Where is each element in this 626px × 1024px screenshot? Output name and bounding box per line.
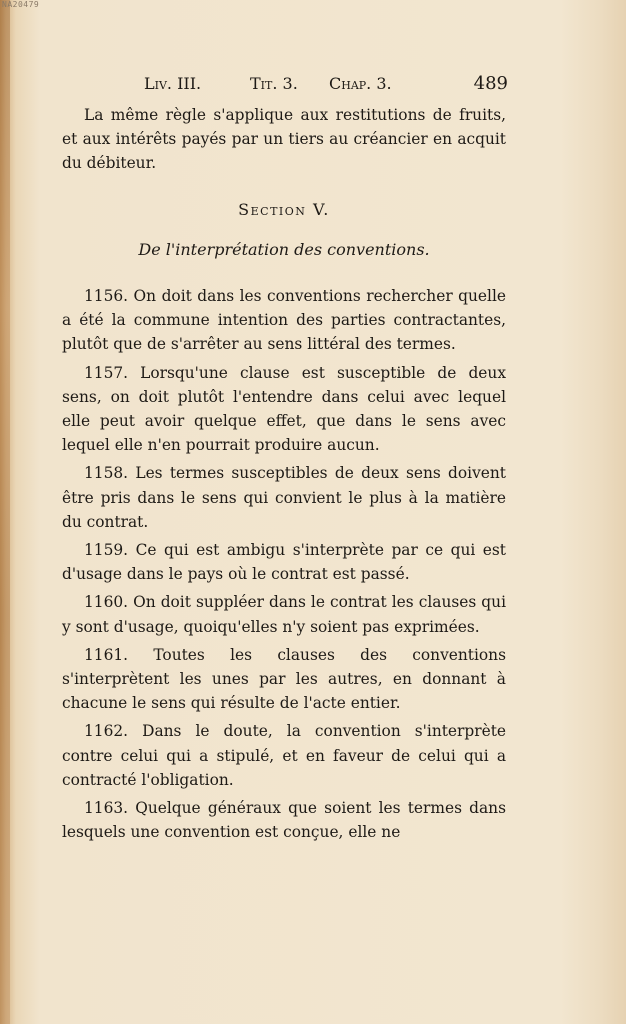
section-subtitle: De l'interprétation des conventions.	[138, 240, 430, 259]
library-stamp: NA20479	[2, 0, 40, 9]
articles-list	[62, 284, 506, 848]
opening-paragraph: La même règle s'applique aux restitutions de fruits, et aux intérêts payés par un tiers au créancier en acquit du débiteur.	[62, 106, 506, 173]
section-title: Section V.	[238, 200, 330, 219]
article-1163: 1163. Quelque généraux que soient les termes dans lesquels une convention est conçue, elle ne	[62, 799, 506, 842]
article-1161: 1161. Toutes les clauses des conventions s'interprètent les unes par les autres, en donnant à chacune le sens qui résulte de l'acte entier.	[62, 645, 506, 713]
running-header	[60, 74, 508, 98]
article-1159: 1159. Ce qui est ambigu s'interprète par ce qui est d'usage dans le pays où le contrat est passé.	[62, 541, 506, 584]
page-number: 489	[473, 73, 508, 94]
article-1160: 1160. On doit suppléer dans le contrat les clauses qui y sont d'usage, quoiqu'elles n'y soient pas exprimées.	[62, 593, 506, 636]
header-chapitre: Chap. 3.	[329, 74, 392, 93]
page-edge-stain	[0, 0, 10, 1024]
article-1158: 1158. Les termes susceptibles de deux sens doivent être pris dans le sens qui convient le plus à la matière du contrat.	[62, 464, 506, 531]
article-1162: 1162. Dans le doute, la convention s'interprète contre celui qui a stipulé, et en faveur de celui qui a contracté l'obligation.	[62, 722, 506, 789]
header-titre: Tit. 3.	[250, 74, 298, 93]
article-1157: 1157. Lorsqu'une clause est susceptible de deux sens, on doit plutôt l'entendre dans celui avec lequel elle peut avoir quelque effet, que dans le sens avec lequel elle n'en pourrait produire aucun.	[62, 363, 506, 455]
header-livre: Liv. III.	[144, 74, 202, 93]
article-1156: 1156. On doit dans les conventions rechercher quelle a été la commune intention des parties contractantes, plutôt que de s'arrêter au sens littéral des termes.	[62, 287, 506, 354]
